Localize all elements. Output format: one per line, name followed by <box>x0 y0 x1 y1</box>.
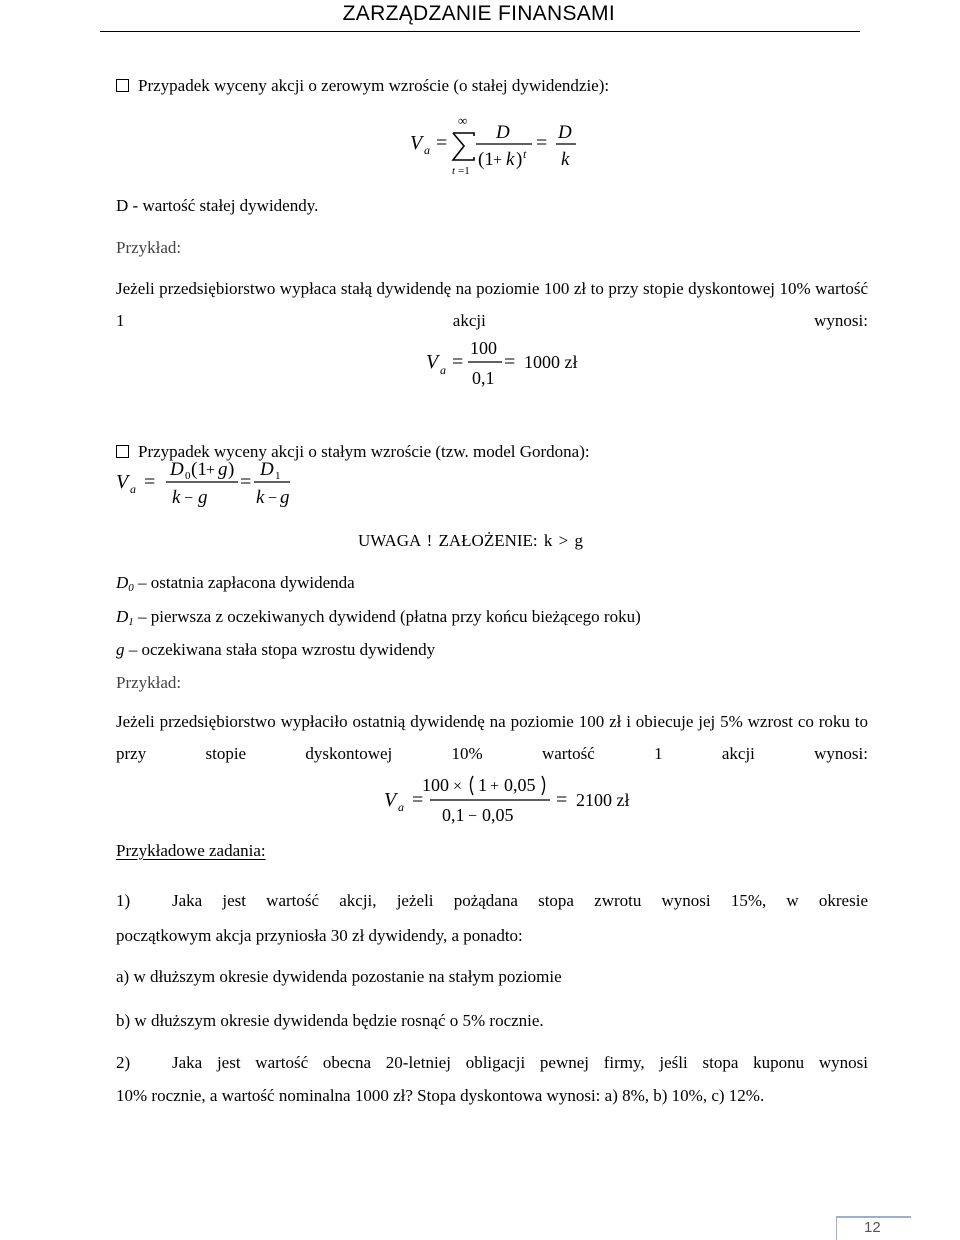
svg-text:=1: =1 <box>458 165 470 177</box>
svg-text:100: 100 <box>470 338 497 358</box>
svg-text:100: 100 <box>422 775 449 795</box>
svg-text:=: = <box>412 789 424 811</box>
svg-text:=: = <box>504 351 516 373</box>
formula-example-2 <box>382 770 642 830</box>
svg-text:k: k <box>172 487 181 508</box>
svg-text:+: + <box>490 778 500 795</box>
section-heading-text: Przypadek wyceny akcji o stałym wzroście (tzw. model Gordona): <box>138 442 590 461</box>
svg-text:t: t <box>452 165 456 177</box>
svg-text:+: + <box>206 462 216 479</box>
svg-text:(1: (1 <box>191 459 207 480</box>
svg-text:V: V <box>384 789 397 811</box>
definition-g: g – oczekiwana stała stopa wzrostu dywidendy <box>116 640 436 659</box>
svg-text:×: × <box>453 778 463 795</box>
example-text-2: Jeżeli przedsiębiorstwo wypłaciło ostatnią dywidendę na poziomie 100 zł i obiecuje jej 5% wzrost co roku to przy stopie dyskontowej 10% wartość 1 akcji wynosi: <box>116 712 868 763</box>
task-1-option-a: a) w dłuższym okresie dywidenda pozostanie na stałym poziomie <box>116 967 562 986</box>
example-label-1: Przykład: <box>116 238 182 257</box>
svg-text:−: − <box>184 490 194 507</box>
svg-text:a: a <box>440 363 446 377</box>
svg-text:=: = <box>556 789 568 811</box>
svg-text:0,1: 0,1 <box>442 805 465 825</box>
section-heading-text: Przypadek wyceny akcji o zerowym wzroście (o stałej dywidendzie): <box>138 76 610 95</box>
svg-text:2100 zł: 2100 zł <box>576 790 630 810</box>
svg-text:): ) <box>516 149 523 170</box>
svg-text:V: V <box>116 471 129 493</box>
svg-text:): ) <box>228 459 235 480</box>
task-2-line1: Jaka jest wartość obecna 20-letniej obligacji pewnej firmy, jeśli stopa kuponu wynosi <box>172 1053 868 1072</box>
svg-text:=: = <box>144 471 156 493</box>
definition-constant-dividend: D - wartość stałej dywidendy. <box>116 196 319 215</box>
svg-text:−: − <box>268 490 278 507</box>
tasks-heading: Przykładowe zadania: <box>116 841 266 860</box>
svg-text:a: a <box>398 800 404 814</box>
svg-text:−: − <box>468 808 478 825</box>
formula-example-1 <box>422 334 582 394</box>
formula-zero-growth <box>408 116 588 180</box>
svg-text:D: D <box>496 122 510 143</box>
svg-text:D: D <box>558 122 572 143</box>
svg-text:1: 1 <box>275 470 281 482</box>
svg-text:g: g <box>198 487 208 508</box>
svg-text:V: V <box>426 351 439 373</box>
svg-text:(1: (1 <box>478 149 494 170</box>
header-rule <box>100 31 860 32</box>
task-1-line1: Jaka jest wartość akcji, jeżeli pożądana stopa zwrotu wynosi 15%, w okresie <box>172 891 868 910</box>
svg-text:1000 zł: 1000 zł <box>524 352 578 372</box>
definition-d0: $D_0$ – ostatnia zapłacona dywidenda <box>116 573 355 594</box>
svg-text:+: + <box>493 152 503 169</box>
svg-text:0,05: 0,05 <box>504 775 536 795</box>
svg-text:=: = <box>536 132 548 154</box>
example-text-1: Jeżeli przedsiębiorstwo wypłaca stałą dywidendę na poziomie 100 zł to przy stopie dyskontowej 10% wartość 1 akcji wynosi: <box>116 279 868 330</box>
svg-text:g: g <box>218 459 228 480</box>
svg-text:0,1: 0,1 <box>472 368 495 388</box>
page-number: 12 <box>864 1219 881 1236</box>
formula-lhs: V <box>410 132 423 154</box>
svg-text:g: g <box>280 487 290 508</box>
task-1-number: 1) <box>116 891 131 910</box>
svg-text:=: = <box>436 132 448 154</box>
svg-text:k: k <box>561 149 570 170</box>
svg-text:0,05: 0,05 <box>482 805 514 825</box>
task-2-number: 2) <box>116 1053 131 1072</box>
svg-text:a: a <box>130 482 136 496</box>
svg-text:∞: ∞ <box>458 116 468 128</box>
svg-text:t: t <box>523 147 527 161</box>
task-1-option-b: b) w dłuższym okresie dywidenda będzie rosnąć o 5% rocznie. <box>116 1011 544 1030</box>
svg-text:k: k <box>256 487 265 508</box>
section-heading-zero-growth <box>116 76 609 96</box>
svg-text:a: a <box>424 143 430 157</box>
assumption-note: UWAGA ! ZAŁOŻENIE: k > g <box>358 531 583 550</box>
svg-text:0: 0 <box>185 470 191 482</box>
svg-text:=: = <box>240 471 252 493</box>
svg-text:k: k <box>506 149 515 170</box>
svg-text:=: = <box>452 351 464 373</box>
svg-text:D: D <box>170 459 184 480</box>
definition-d1: $D_1$ – pierwsza z oczekiwanych dywidend (płatna przy końcu bieżącego roku) <box>116 607 641 628</box>
task-2-line2: 10% rocznie, a wartość nominalna 1000 zł? Stopa dyskontowa wynosi: a) 8%, b) 10%, c) 12%. <box>116 1086 765 1105</box>
svg-text:D: D <box>260 459 274 480</box>
page-header-title: ZARZĄDZANIE FINANSAMI <box>342 2 615 25</box>
svg-text:1: 1 <box>478 775 487 795</box>
task-1-line2: początkowym akcja przyniosła 30 zł dywidendy, a ponadto: <box>116 926 523 945</box>
checkbox-bullet-icon <box>116 79 129 92</box>
formula-gordon <box>114 455 304 515</box>
example-label-2: Przykład: <box>116 673 182 692</box>
